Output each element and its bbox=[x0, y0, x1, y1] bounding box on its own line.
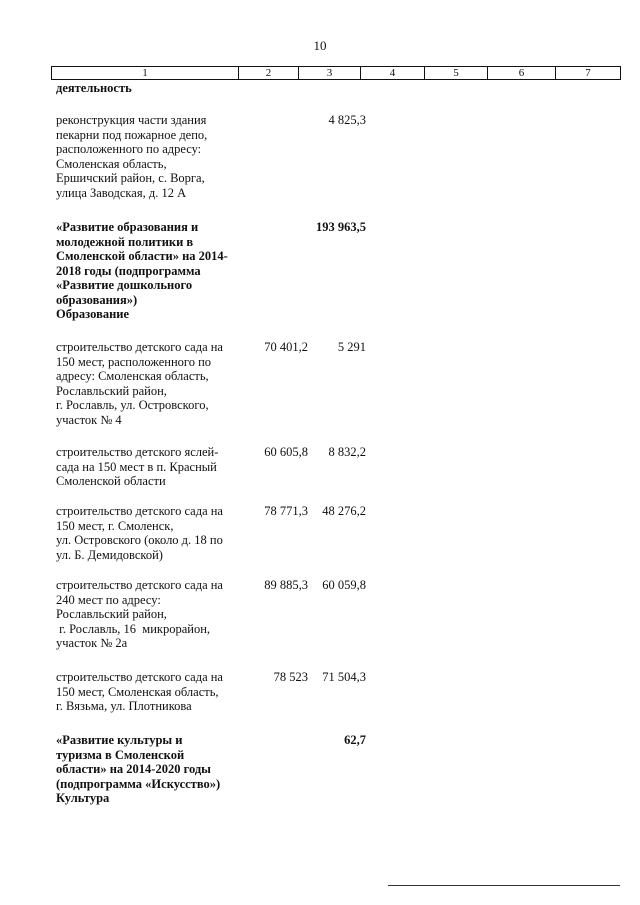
column-header-4: 4 bbox=[361, 67, 425, 80]
row-col3-value: 8 832,2 bbox=[328, 445, 366, 459]
row-description: реконструкция части здания пекарни под пожарное депо, расположенного по адресу: Смоленская область, Ершичский район, с. Ворга, улица Заводская, д. 12 А bbox=[56, 113, 208, 200]
column-header-7: 7 bbox=[556, 67, 621, 80]
row-description: «Развитие культуры и туризма в Смоленской области» на 2014-2020 годы (подпрограмма «Искусство») Культура bbox=[56, 733, 221, 805]
row-description: строительство детского сада на 240 мест по адресу: Рославльский район, г. Рославль, 16 микрорайон, участок № 2а bbox=[56, 578, 223, 650]
row-description: строительство детского сада на 150 мест, расположенного по адресу: Смоленская область, Рославльский район, г. Рославль, ул. Островского, участок № 4 bbox=[56, 340, 223, 427]
row-col2-value: 78 523 bbox=[273, 670, 308, 684]
row-col3-value: 5 291 bbox=[337, 340, 366, 354]
row-description: строительство детского сада на 150 мест, г. Смоленск, ул. Островского (около д. 18 по ул. Б. Демидовской) bbox=[56, 504, 223, 562]
column-header-6: 6 bbox=[488, 67, 556, 80]
column-header-2: 2 bbox=[239, 67, 299, 80]
column-header-table bbox=[51, 66, 621, 80]
column-header-1: 1 bbox=[52, 67, 239, 80]
row-description: «Развитие образования и молодежной политики в Смоленской области» на 2014- 2018 годы (подпрограмма «Развитие дошкольного образования») Образование bbox=[56, 220, 228, 321]
column-header-3: 3 bbox=[299, 67, 361, 80]
row-col3-value: 62,7 bbox=[344, 733, 366, 747]
continuation-text: деятельность bbox=[56, 81, 132, 95]
column-header-5: 5 bbox=[425, 67, 488, 80]
footer-divider bbox=[388, 885, 620, 886]
row-col2-value: 70 401,2 bbox=[264, 340, 308, 354]
row-col3-value: 60 059,8 bbox=[322, 578, 366, 592]
row-col2-value: 78 771,3 bbox=[264, 504, 308, 518]
row-col3-value: 48 276,2 bbox=[322, 504, 366, 518]
row-col3-value: 4 825,3 bbox=[328, 113, 366, 127]
page-number: 10 bbox=[313, 38, 327, 53]
row-description: строительство детского сада на 150 мест, Смоленская область, г. Вязьма, ул. Плотникова bbox=[56, 670, 223, 713]
row-col2-value: 89 885,3 bbox=[264, 578, 308, 592]
row-col3-value: 71 504,3 bbox=[322, 670, 366, 684]
row-col3-value: 193 963,5 bbox=[316, 220, 366, 234]
row-description: строительство детского яслей- сада на 150 мест в п. Красный Смоленской области bbox=[56, 445, 219, 488]
row-col2-value: 60 605,8 bbox=[264, 445, 308, 459]
